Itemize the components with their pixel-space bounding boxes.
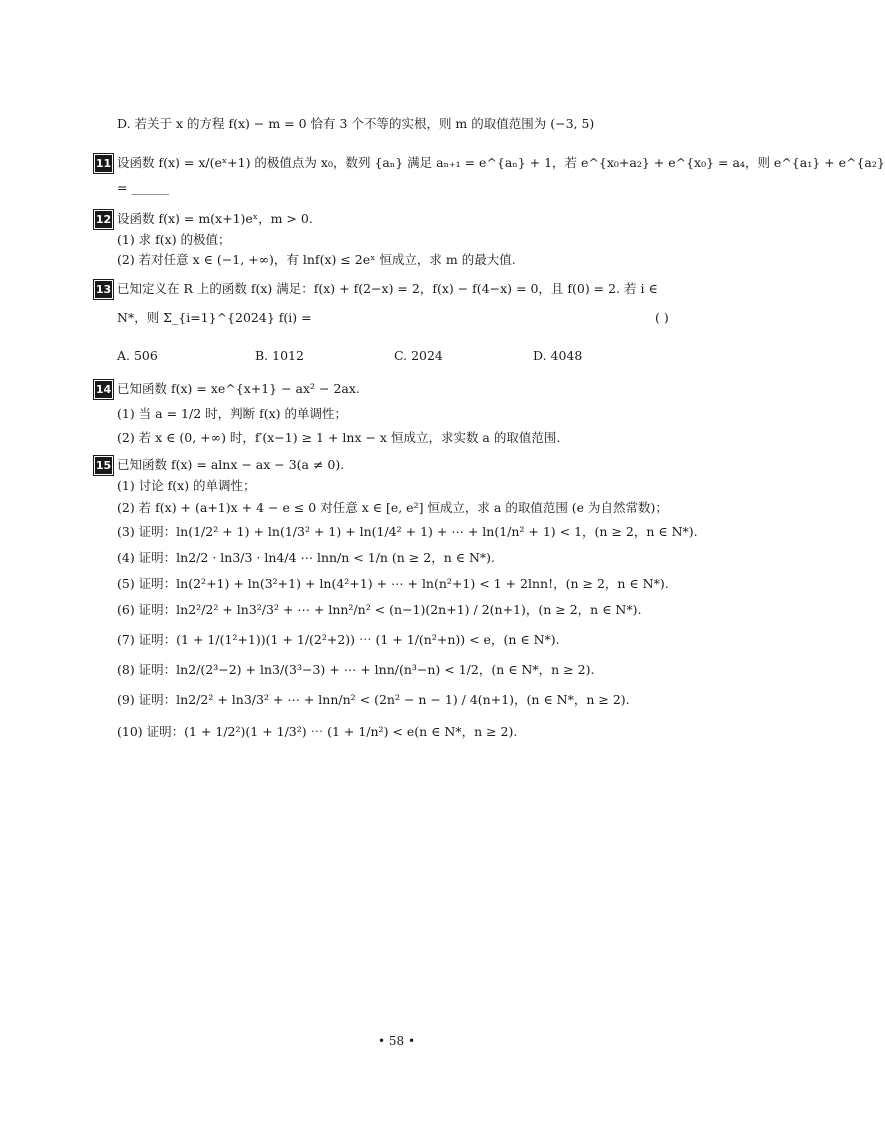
q15-part-4: (4) 证明：ln2/2 · ln3/3 · ln4/4 ⋯ lnn/n < 1/n (n ≥ 2，n ∈ N*).: [117, 550, 496, 565]
choice-d: D. 4048: [533, 348, 583, 363]
question-13: 13 已知定义在 R 上的函数 f(x) 满足：f(x) + f(2−x) = 2，f(x) − f(4−x) = 0，且 f(0) = 2. 若 i ∈: [94, 280, 658, 299]
q15-part-1: (1) 讨论 f(x) 的单调性；: [117, 478, 256, 493]
question-number: 12: [94, 210, 113, 229]
question-number: 13: [94, 280, 113, 299]
q15-part-8: (8) 证明：ln2/(2³−2) + ln3/(3³−3) + ⋯ + lnn/(n³−n) < 1/2，(n ∈ N*，n ≥ 2).: [117, 662, 595, 677]
choice-c: C. 2024: [394, 348, 443, 363]
q15-part-3: (3) 证明：ln(1/2² + 1) + ln(1/3² + 1) + ln(1/4² + 1) + ⋯ + ln(1/n² + 1) < 1，(n ≥ 2，n ∈ N*).: [117, 524, 698, 539]
q15-part-6: (6) 证明：ln2²/2² + ln3²/3² + ⋯ + lnn²/n² < (n−1)(2n+1) / 2(n+1)，(n ≥ 2，n ∈ N*).: [117, 602, 642, 617]
page-number: • 58 •: [377, 1034, 416, 1048]
question-11: 11 设函数 f(x) = x/(eˣ+1) 的极值点为 x₀，数列 {aₙ} 满足 aₙ₊₁ = e^{aₙ} + 1，若 e^{x₀+a₂} + e^{x₀} = a₄，则 e^{a₁} + e^{a₂}: [94, 154, 885, 173]
q14-part-1: (1) 当 a = 1/2 时，判断 f(x) 的单调性；: [117, 406, 347, 421]
q15-part-7: (7) 证明：(1 + 1/(1²+1))(1 + 1/(2²+2)) ⋯ (1 + 1/(n²+n)) < e，(n ∈ N*).: [117, 632, 560, 647]
question-15: 15 已知函数 f(x) = alnx − ax − 3(a ≠ 0).: [94, 456, 344, 475]
q15-part-10: (10) 证明：(1 + 1/2²)(1 + 1/3²) ⋯ (1 + 1/n²) < e(n ∈ N*，n ≥ 2).: [117, 724, 518, 739]
choice-a: A. 506: [117, 348, 158, 363]
option-d: D. 若关于 x 的方程 f(x) − m = 0 恰有 3 个不等的实根，则 m 的取值范围为 (−3, 5): [117, 116, 595, 131]
question-11-blank: = ______: [117, 180, 169, 195]
q15-part-5: (5) 证明：ln(2²+1) + ln(3²+1) + ln(4²+1) + ⋯ + ln(n²+1) < 1 + 2lnn!，(n ≥ 2，n ∈ N*).: [117, 576, 669, 591]
question-number: 11: [94, 154, 113, 173]
question-number: 15: [94, 456, 113, 475]
question-number: 14: [94, 380, 113, 399]
question-14: 14 已知函数 f(x) = xe^{x+1} − ax² − 2ax.: [94, 380, 360, 399]
q12-part-2: (2) 若对任意 x ∈ (−1, +∞)，有 lnf(x) ≤ 2eˣ 恒成立，求 m 的最大值.: [117, 252, 516, 267]
question-12: 12 设函数 f(x) = m(x+1)eˣ，m > 0.: [94, 210, 313, 229]
choice-b: B. 1012: [255, 348, 304, 363]
q12-part-1: (1) 求 f(x) 的极值；: [117, 232, 231, 247]
answer-bracket: ( ): [655, 310, 669, 325]
q15-part-2: (2) 若 f(x) + (a+1)x + 4 − e ≤ 0 对任意 x ∈ [e, e²] 恒成立，求 a 的取值范围 (e 为自然常数)；: [117, 500, 668, 515]
q14-part-2: (2) 若 x ∈ (0, +∞) 时，f′(x−1) ≥ 1 + lnx − x 恒成立，求实数 a 的取值范围.: [117, 430, 561, 445]
q13-sum: N*，则 Σ_{i=1}^{2024} f(i) =: [117, 310, 312, 325]
q15-part-9: (9) 证明：ln2/2² + ln3/3² + ⋯ + lnn/n² < (2n² − n − 1) / 4(n+1)，(n ∈ N*，n ≥ 2).: [117, 692, 630, 707]
